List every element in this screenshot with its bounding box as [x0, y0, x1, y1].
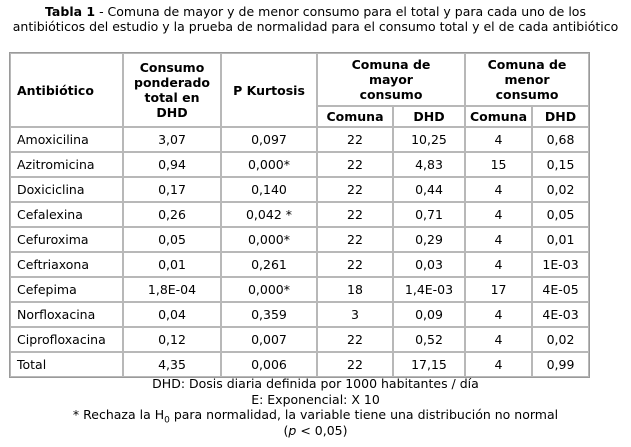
cell-name: Cefuroxima	[10, 227, 123, 252]
cell-mayor-dhd: 1,4E-03	[393, 277, 465, 302]
table-footnotes	[8, 376, 623, 438]
cell-mayor-dhd: 10,25	[393, 127, 465, 152]
cell-mayor-dhd: 0,52	[393, 327, 465, 352]
cell-name: Ceftriaxona	[10, 252, 123, 277]
cell-mayor-comuna: 22	[317, 352, 393, 377]
table-row	[10, 127, 589, 152]
cell-name: Total	[10, 352, 123, 377]
cell-mayor-comuna: 18	[317, 277, 393, 302]
cell-kurtosis: 0,000*	[221, 277, 317, 302]
header-row-1	[10, 53, 589, 106]
cell-mayor-comuna: 3	[317, 302, 393, 327]
cell-menor-dhd: 1E-03	[532, 252, 589, 277]
antibiotic-table	[9, 52, 590, 378]
cell-menor-dhd: 0,05	[532, 202, 589, 227]
cell-menor-dhd: 0,99	[532, 352, 589, 377]
cell-name: Azitromicina	[10, 152, 123, 177]
header-mayor-comuna: Comuna	[317, 106, 393, 127]
table-body	[10, 127, 589, 377]
header-antibiotic: Antibiótico	[10, 53, 123, 127]
cell-consumo: 4,35	[123, 352, 221, 377]
cell-consumo: 0,12	[123, 327, 221, 352]
cell-mayor-comuna: 22	[317, 177, 393, 202]
header-mayor: Comuna de mayor consumo	[317, 53, 465, 106]
cell-mayor-dhd: 0,03	[393, 252, 465, 277]
cell-consumo: 0,94	[123, 152, 221, 177]
table-container	[9, 52, 590, 378]
table-caption	[8, 4, 623, 34]
cell-menor-comuna: 4	[465, 327, 532, 352]
cell-name: Doxiciclina	[10, 177, 123, 202]
cell-menor-comuna: 17	[465, 277, 532, 302]
cell-consumo: 0,01	[123, 252, 221, 277]
header-consumo: Consumo ponderado total en DHD	[123, 53, 221, 127]
cell-name: Cefalexina	[10, 202, 123, 227]
cell-kurtosis: 0,042 *	[221, 202, 317, 227]
cell-menor-dhd: 0,68	[532, 127, 589, 152]
cell-consumo: 3,07	[123, 127, 221, 152]
caption-text: - Comuna de mayor y de menor consumo para el total y para cada uno de los antibióticos del estudio y la prueba de normalidad para el consumo total y el de cada antibiótico	[12, 4, 619, 34]
cell-kurtosis: 0,359	[221, 302, 317, 327]
footnote-normality: * Rechaza la $H_0$ para normalidad, la variable tiene una distribución no normal	[72, 407, 559, 426]
cell-consumo: 0,26	[123, 202, 221, 227]
cell-menor-comuna: 4	[465, 352, 532, 377]
cell-kurtosis: 0,000*	[221, 227, 317, 252]
cell-mayor-comuna: 22	[317, 152, 393, 177]
table-row	[10, 277, 589, 302]
cell-menor-comuna: 4	[465, 302, 532, 327]
cell-consumo: 1,8E-04	[123, 277, 221, 302]
cell-menor-dhd: 4E-03	[532, 302, 589, 327]
cell-kurtosis: 0,006	[221, 352, 317, 377]
cell-name: Ciprofloxacina	[10, 327, 123, 352]
cell-mayor-comuna: 22	[317, 202, 393, 227]
cell-menor-comuna: 4	[465, 177, 532, 202]
cell-menor-comuna: 4	[465, 252, 532, 277]
cell-menor-comuna: 4	[465, 202, 532, 227]
cell-name: Norfloxacina	[10, 302, 123, 327]
cell-name: Cefepima	[10, 277, 123, 302]
cell-name: Amoxicilina	[10, 127, 123, 152]
cell-consumo: 0,05	[123, 227, 221, 252]
table-row	[10, 252, 589, 277]
cell-mayor-dhd: 0,71	[393, 202, 465, 227]
cell-mayor-dhd: 4,83	[393, 152, 465, 177]
caption-label: Tabla 1	[45, 4, 96, 19]
cell-menor-dhd: 0,02	[532, 177, 589, 202]
cell-kurtosis: 0,000*	[221, 152, 317, 177]
cell-menor-dhd: 0,01	[532, 227, 589, 252]
table-row	[10, 177, 589, 202]
cell-menor-comuna: 15	[465, 152, 532, 177]
footnote-dhd: DHD: Dosis diaria definida por 1000 habitantes / día	[152, 376, 479, 391]
table-row	[10, 302, 589, 327]
cell-mayor-comuna: 22	[317, 227, 393, 252]
cell-mayor-dhd: 0,09	[393, 302, 465, 327]
cell-kurtosis: 0,261	[221, 252, 317, 277]
table-row	[10, 352, 589, 377]
cell-consumo: 0,17	[123, 177, 221, 202]
table-row	[10, 227, 589, 252]
header-menor-comuna: Comuna	[465, 106, 532, 127]
cell-menor-comuna: 4	[465, 227, 532, 252]
footnote-pvalue: (p < 0,05)	[283, 422, 348, 438]
cell-mayor-comuna: 22	[317, 252, 393, 277]
header-kurtosis: P Kurtosis	[221, 53, 317, 127]
cell-menor-dhd: 4E-05	[532, 277, 589, 302]
header-mayor-dhd: DHD	[393, 106, 465, 127]
cell-menor-dhd: 0,02	[532, 327, 589, 352]
header-menor-dhd: DHD	[532, 106, 589, 127]
table-row	[10, 327, 589, 352]
cell-mayor-comuna: 22	[317, 127, 393, 152]
cell-menor-dhd: 0,15	[532, 152, 589, 177]
header-menor: Comuna de menor consumo	[465, 53, 589, 106]
cell-mayor-dhd: 17,15	[393, 352, 465, 377]
table-row	[10, 152, 589, 177]
cell-consumo: 0,04	[123, 302, 221, 327]
cell-mayor-dhd: 0,29	[393, 227, 465, 252]
cell-menor-comuna: 4	[465, 127, 532, 152]
cell-mayor-dhd: 0,44	[393, 177, 465, 202]
table-row	[10, 202, 589, 227]
cell-kurtosis: 0,097	[221, 127, 317, 152]
cell-kurtosis: 0,007	[221, 327, 317, 352]
footnote-exponential: E: Exponencial: X 10	[251, 391, 380, 407]
cell-kurtosis: 0,140	[221, 177, 317, 202]
cell-mayor-comuna: 22	[317, 327, 393, 352]
